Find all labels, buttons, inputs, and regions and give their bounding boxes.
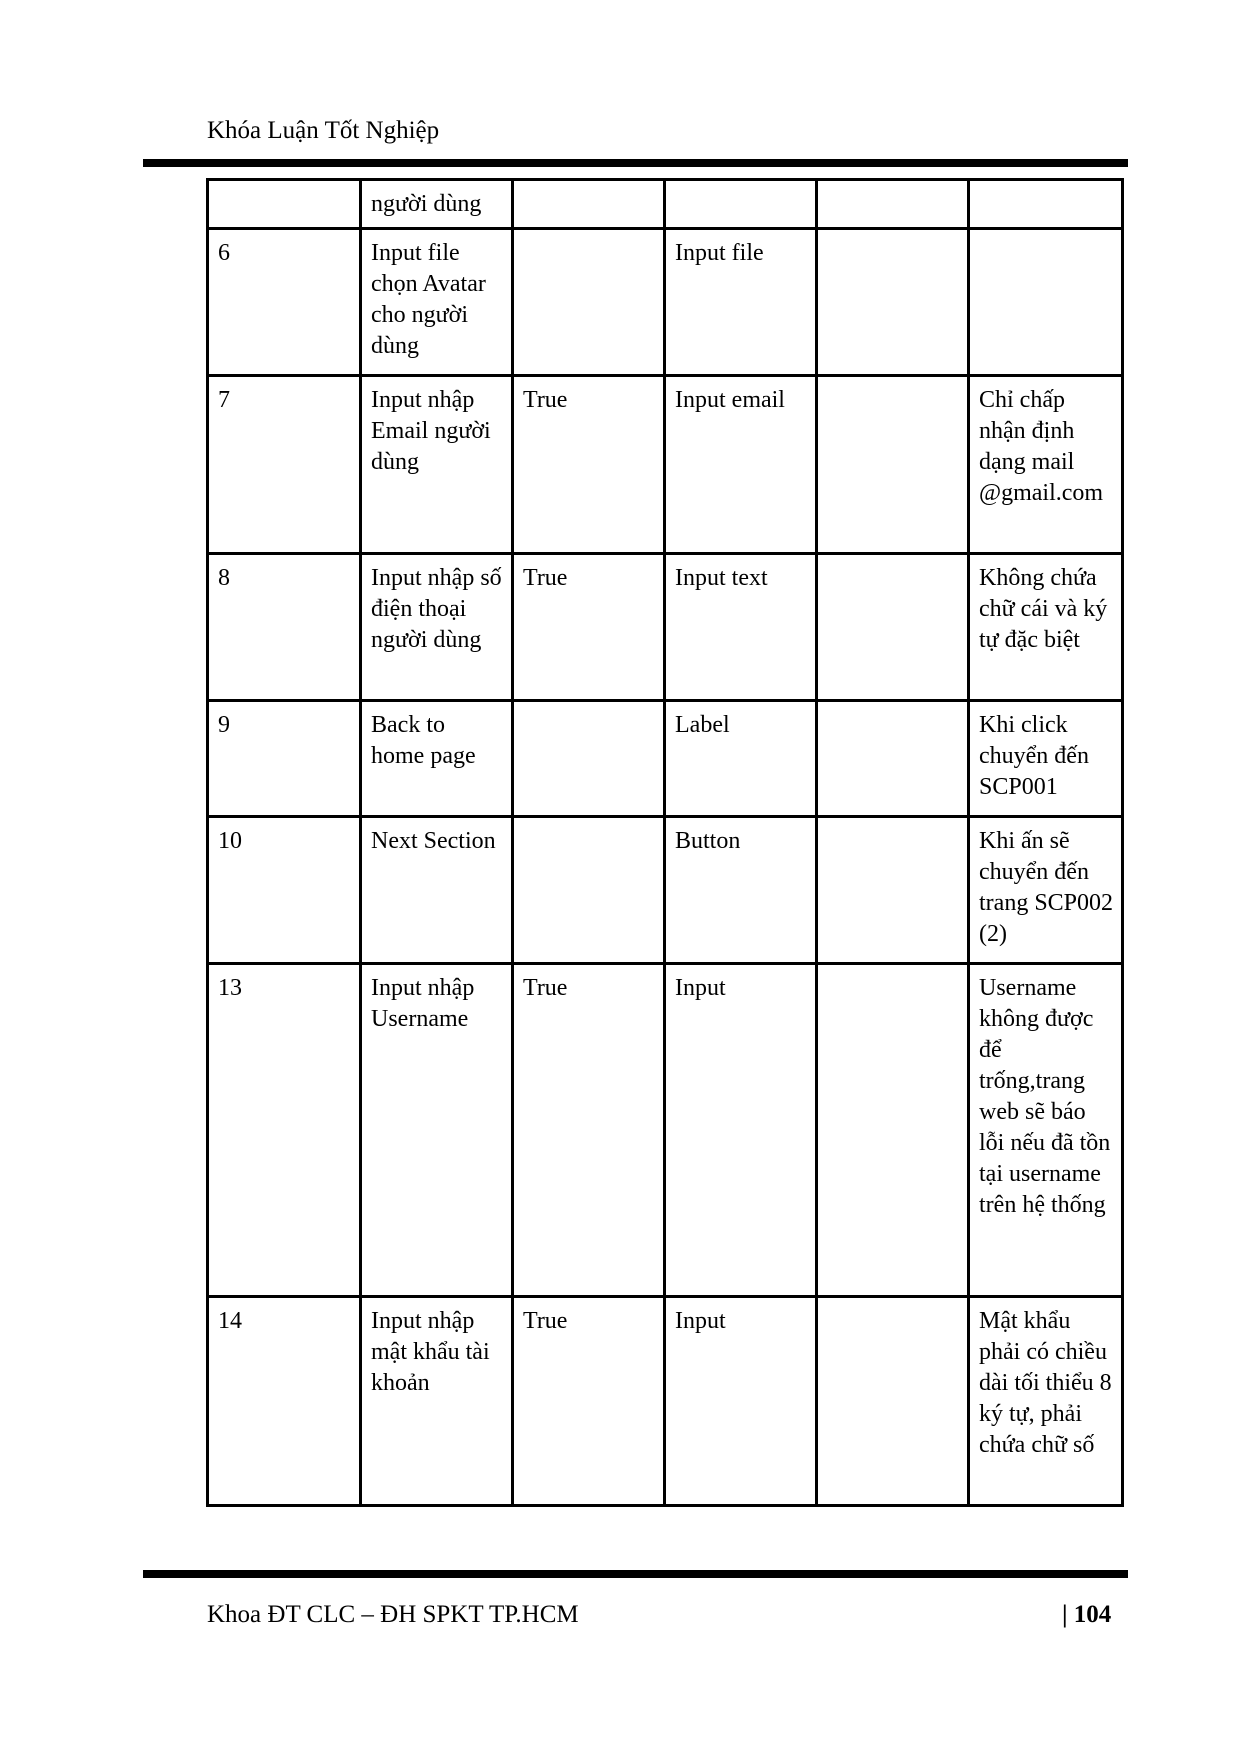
table-cell: Khi click chuyển đến SCP001 (969, 701, 1123, 817)
table-cell: Input (665, 1297, 817, 1506)
table-cell: True (513, 376, 665, 554)
table-row (208, 1297, 1123, 1506)
table-row (208, 376, 1123, 554)
table-cell (513, 701, 665, 817)
table-cell: Button (665, 817, 817, 964)
table-cell: Mật khẩu phải có chiều dài tối thiểu 8 ký tự, phải chứa chữ số (969, 1297, 1123, 1506)
table-cell: 13 (208, 964, 361, 1297)
table-cell (817, 817, 969, 964)
table-row (208, 964, 1123, 1297)
table-cell: True (513, 554, 665, 701)
table-cell: Input text (665, 554, 817, 701)
table-cell (817, 701, 969, 817)
table-cell (817, 180, 969, 229)
table-cell (513, 229, 665, 376)
table-cell (208, 180, 361, 229)
table-cell: Chỉ chấp nhận định dạng mail @gmail.com (969, 376, 1123, 554)
table-cell: người dùng (361, 180, 513, 229)
table-cell: 6 (208, 229, 361, 376)
page-number: | 104 (1062, 1601, 1112, 1628)
table-row (208, 180, 1123, 229)
table-cell: 10 (208, 817, 361, 964)
table-cell (817, 964, 969, 1297)
table-cell: True (513, 1297, 665, 1506)
table-cell: Input file (665, 229, 817, 376)
header-divider (143, 159, 1128, 167)
table-cell (817, 229, 969, 376)
table-cell (817, 376, 969, 554)
table-cell: Không chứa chữ cái và ký tự đặc biệt (969, 554, 1123, 701)
spec-table (206, 178, 1124, 1507)
table-cell: 8 (208, 554, 361, 701)
footer-institution: Khoa ĐT CLC – ĐH SPKT TP.HCM (207, 1601, 579, 1628)
table-cell: 14 (208, 1297, 361, 1506)
table-cell (817, 554, 969, 701)
table-cell (513, 817, 665, 964)
footer-divider (143, 1570, 1128, 1578)
table-cell: Back to home page (361, 701, 513, 817)
table-cell: Input nhập Username (361, 964, 513, 1297)
table-cell: Khi ấn sẽ chuyển đến trang SCP002 (2) (969, 817, 1123, 964)
table-cell (513, 180, 665, 229)
page-header-title: Khóa Luận Tốt Nghiệp (207, 117, 440, 144)
table-cell: Input email (665, 376, 817, 554)
table-cell: Input (665, 964, 817, 1297)
table-cell: Next Section (361, 817, 513, 964)
table-cell: Input nhập số điện thoại người dùng (361, 554, 513, 701)
table-cell: 7 (208, 376, 361, 554)
table-row (208, 817, 1123, 964)
table-cell (665, 180, 817, 229)
table-row (208, 229, 1123, 376)
table-cell: 9 (208, 701, 361, 817)
table-cell (969, 229, 1123, 376)
table-cell (817, 1297, 969, 1506)
table-cell (969, 180, 1123, 229)
table-cell: Label (665, 701, 817, 817)
table-row (208, 701, 1123, 817)
table-cell: True (513, 964, 665, 1297)
table-cell: Input nhập mật khẩu tài khoản (361, 1297, 513, 1506)
table-cell: Input file chọn Avatar cho người dùng (361, 229, 513, 376)
table-row (208, 554, 1123, 701)
table-cell: Username không được để trống,trang web sẽ báo lỗi nếu đã tồn tại username trên hệ thống (969, 964, 1123, 1297)
table-cell: Input nhập Email người dùng (361, 376, 513, 554)
